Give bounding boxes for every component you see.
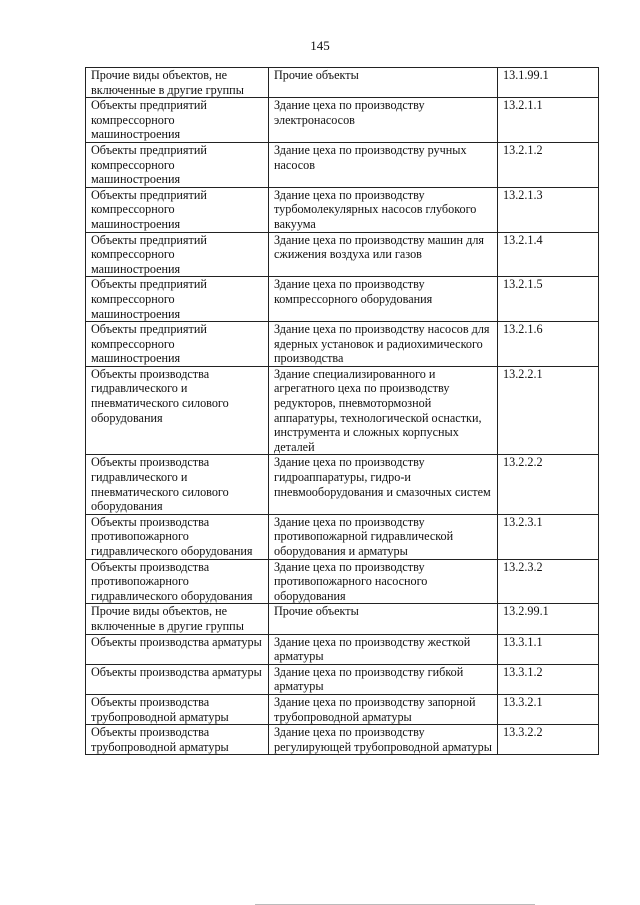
object-type-cell: Объекты производства трубопроводной арматуры (86, 725, 269, 755)
object-type-cell: Объекты предприятий компрессорного машиностроения (86, 277, 269, 322)
object-code-cell: 13.2.1.2 (498, 142, 599, 187)
object-type-cell: Прочие виды объектов, не включенные в другие группы (86, 68, 269, 98)
object-name-cell: Здание цеха по производству ручных насосов (269, 142, 498, 187)
object-code-cell: 13.3.2.1 (498, 694, 599, 724)
object-name-cell: Здание цеха по производству гидроаппаратуры, гидро-и пневмооборудования и смазочных систем (269, 455, 498, 514)
table-row (86, 664, 599, 694)
object-name-cell: Прочие объекты (269, 68, 498, 98)
object-name-cell: Здание цеха по производству регулирующей трубопроводной арматуры (269, 725, 498, 755)
object-type-cell: Объекты предприятий компрессорного машиностроения (86, 322, 269, 367)
table-row (86, 455, 599, 514)
object-code-cell: 13.1.99.1 (498, 68, 599, 98)
table-row (86, 604, 599, 634)
object-name-cell: Здание цеха по производству запорной трубопроводной арматуры (269, 694, 498, 724)
table-row (86, 725, 599, 755)
table-row (86, 559, 599, 604)
table-row (86, 98, 599, 143)
object-type-cell: Объекты предприятий компрессорного машиностроения (86, 187, 269, 232)
table-row (86, 514, 599, 559)
object-name-cell: Здание цеха по производству противопожарного насосного оборудования (269, 559, 498, 604)
object-code-cell: 13.2.1.3 (498, 187, 599, 232)
object-name-cell: Здание цеха по производству гибкой арматуры (269, 664, 498, 694)
object-type-cell: Объекты предприятий компрессорного машиностроения (86, 98, 269, 143)
object-type-cell: Объекты производства трубопроводной арматуры (86, 694, 269, 724)
table-row (86, 277, 599, 322)
object-name-cell: Здание специализированного и агрегатного цеха по производству редукторов, пневмотормозной аппаратуры, технологической оснастки, инструмента и сложных корпусных деталей (269, 366, 498, 455)
object-type-cell: Объекты производства противопожарного гидравлического оборудования (86, 514, 269, 559)
table-row (86, 634, 599, 664)
object-code-cell: 13.3.2.2 (498, 725, 599, 755)
object-name-cell: Здание цеха по производству машин для сжижения воздуха или газов (269, 232, 498, 277)
object-type-cell: Объекты производства арматуры (86, 664, 269, 694)
object-type-cell: Объекты предприятий компрессорного машиностроения (86, 232, 269, 277)
table-body (86, 68, 599, 755)
object-code-cell: 13.2.1.4 (498, 232, 599, 277)
object-code-cell: 13.2.3.2 (498, 559, 599, 604)
object-code-cell: 13.2.1.6 (498, 322, 599, 367)
object-type-cell: Объекты производства противопожарного гидравлического оборудования (86, 559, 269, 604)
table-row (86, 232, 599, 277)
table-row (86, 322, 599, 367)
object-name-cell: Здание цеха по производству электронасосов (269, 98, 498, 143)
object-code-cell: 13.3.1.1 (498, 634, 599, 664)
object-code-cell: 13.2.2.1 (498, 366, 599, 455)
object-name-cell: Здание цеха по производству компрессорного оборудования (269, 277, 498, 322)
object-code-cell: 13.2.1.1 (498, 98, 599, 143)
object-name-cell: Здание цеха по производству противопожарной гидравлической оборудования и арматуры (269, 514, 498, 559)
table-row (86, 187, 599, 232)
table-row (86, 142, 599, 187)
object-type-cell: Объекты производства гидравлического и пневматического силового оборудования (86, 455, 269, 514)
object-type-cell: Объекты предприятий компрессорного машиностроения (86, 142, 269, 187)
object-code-cell: 13.2.2.2 (498, 455, 599, 514)
object-type-cell: Объекты производства гидравлического и пневматического силового оборудования (86, 366, 269, 455)
page-number: 145 (310, 38, 330, 53)
object-name-cell: Здание цеха по производству жесткой арматуры (269, 634, 498, 664)
object-code-cell: 13.2.3.1 (498, 514, 599, 559)
object-code-cell: 13.2.1.5 (498, 277, 599, 322)
object-type-cell: Объекты производства арматуры (86, 634, 269, 664)
table-row (86, 68, 599, 98)
object-name-cell: Здание цеха по производству насосов для ядерных установок и радиохимического производства (269, 322, 498, 367)
table-row (86, 366, 599, 455)
table-row (86, 694, 599, 724)
object-code-cell: 13.3.1.2 (498, 664, 599, 694)
classification-table (85, 67, 599, 755)
object-code-cell: 13.2.99.1 (498, 604, 599, 634)
object-name-cell: Прочие объекты (269, 604, 498, 634)
object-type-cell: Прочие виды объектов, не включенные в другие группы (86, 604, 269, 634)
object-name-cell: Здание цеха по производству турбомолекулярных насосов глубокого вакуума (269, 187, 498, 232)
